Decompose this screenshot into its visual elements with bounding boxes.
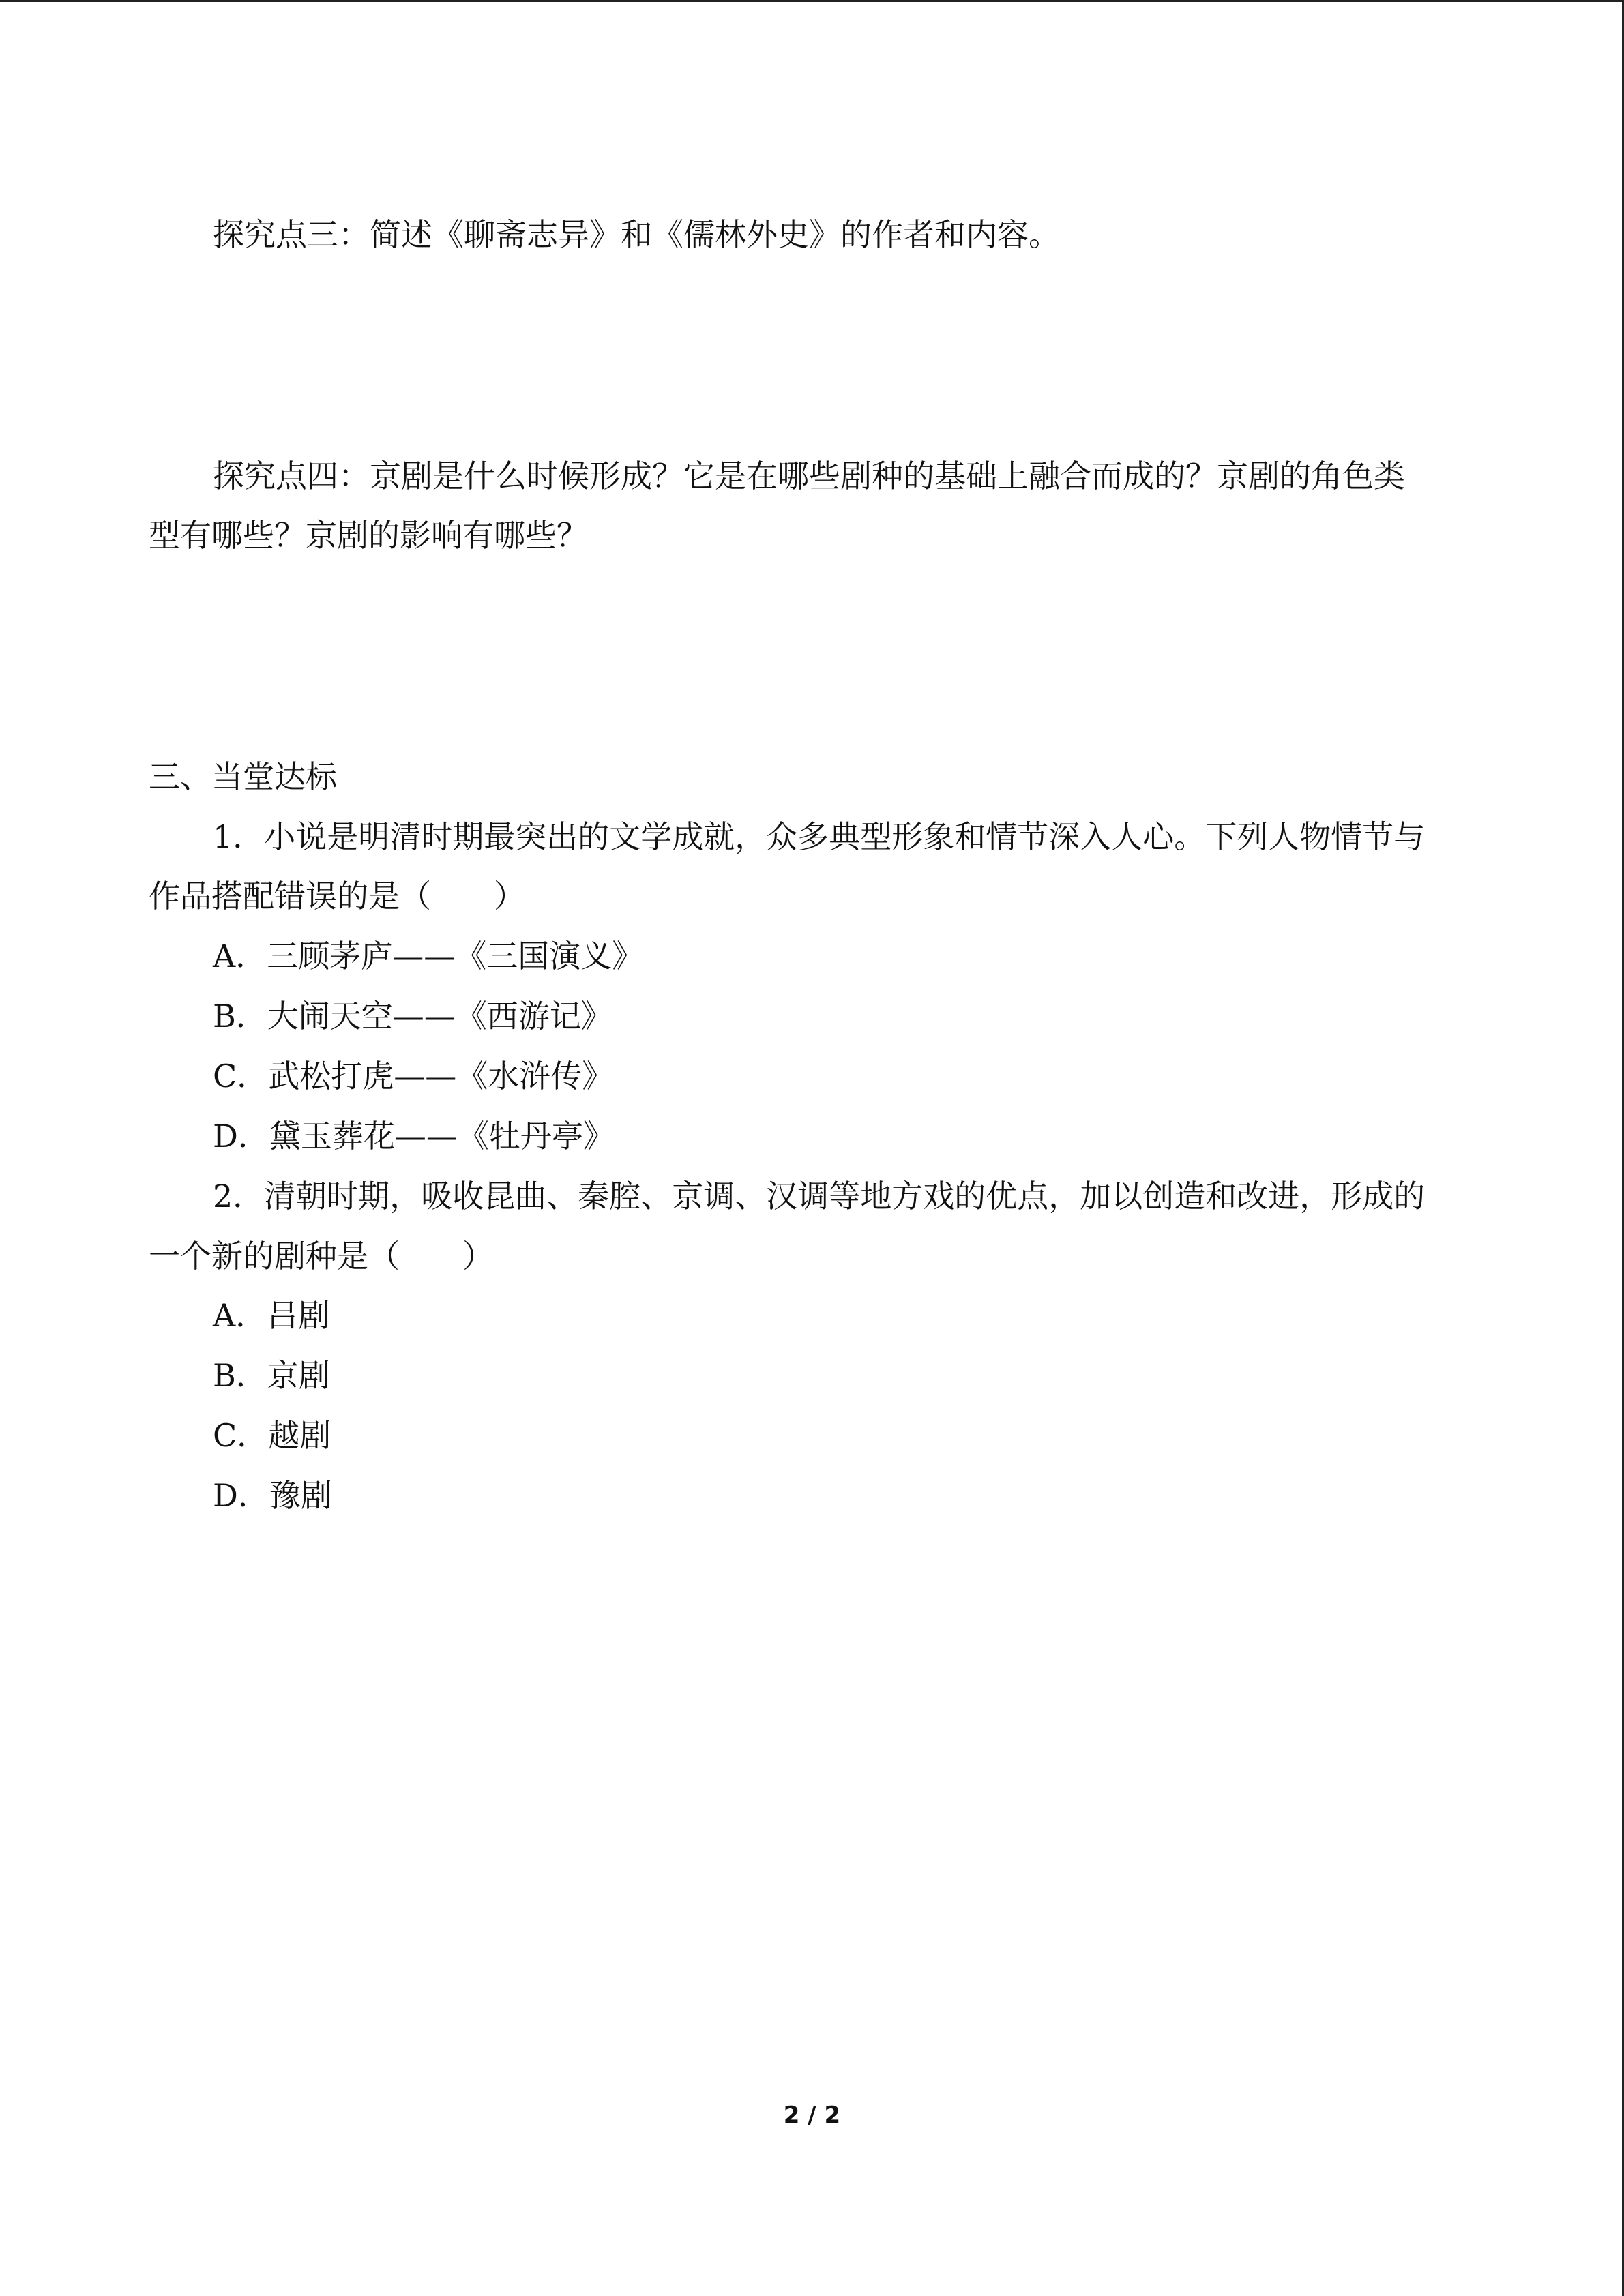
page-number: 2 / 2 <box>783 2102 841 2129</box>
question-2-option-b: B．京剧 <box>213 1357 330 1394</box>
question-2-option-a: A．吕剧 <box>213 1297 330 1334</box>
inquiry-point-4-line-1: 探究点四：京剧是什么时候形成？它是在哪些剧种的基础上融合而成的？京剧的角色类 <box>213 458 1405 494</box>
section-3-title: 三、当堂达标 <box>149 758 337 795</box>
question-2-line-2: 一个新的剧种是（ ） <box>149 1238 494 1274</box>
question-1-option-a: A．三顾茅庐——《三国演义》 <box>213 938 644 974</box>
question-2-line-1: 2．清朝时期，吸收昆曲、秦腔、京调、汉调等地方戏的优点，加以创造和改进，形成的 <box>213 1178 1426 1214</box>
question-1-line-1: 1．小说是明清时期最突出的文学成就，众多典型形象和情节深入人心。下列人物情节与 <box>213 818 1426 855</box>
question-1-line-2: 作品搭配错误的是（ ） <box>149 878 525 914</box>
page-top-border <box>0 0 1624 2</box>
question-1-option-d: D．黛玉葬花——《牡丹亭》 <box>213 1118 615 1154</box>
question-2-option-c: C．越剧 <box>213 1417 331 1454</box>
question-1-option-b: B．大闹天空——《西游记》 <box>213 998 612 1034</box>
question-1-option-c: C．武松打虎——《水浒传》 <box>213 1058 614 1094</box>
inquiry-point-3: 探究点三：简述《聊斋志异》和《儒林外史》的作者和内容。 <box>213 216 1060 253</box>
question-2-option-d: D．豫剧 <box>213 1477 332 1514</box>
inquiry-point-4-line-2: 型有哪些？京剧的影响有哪些？ <box>149 517 588 554</box>
